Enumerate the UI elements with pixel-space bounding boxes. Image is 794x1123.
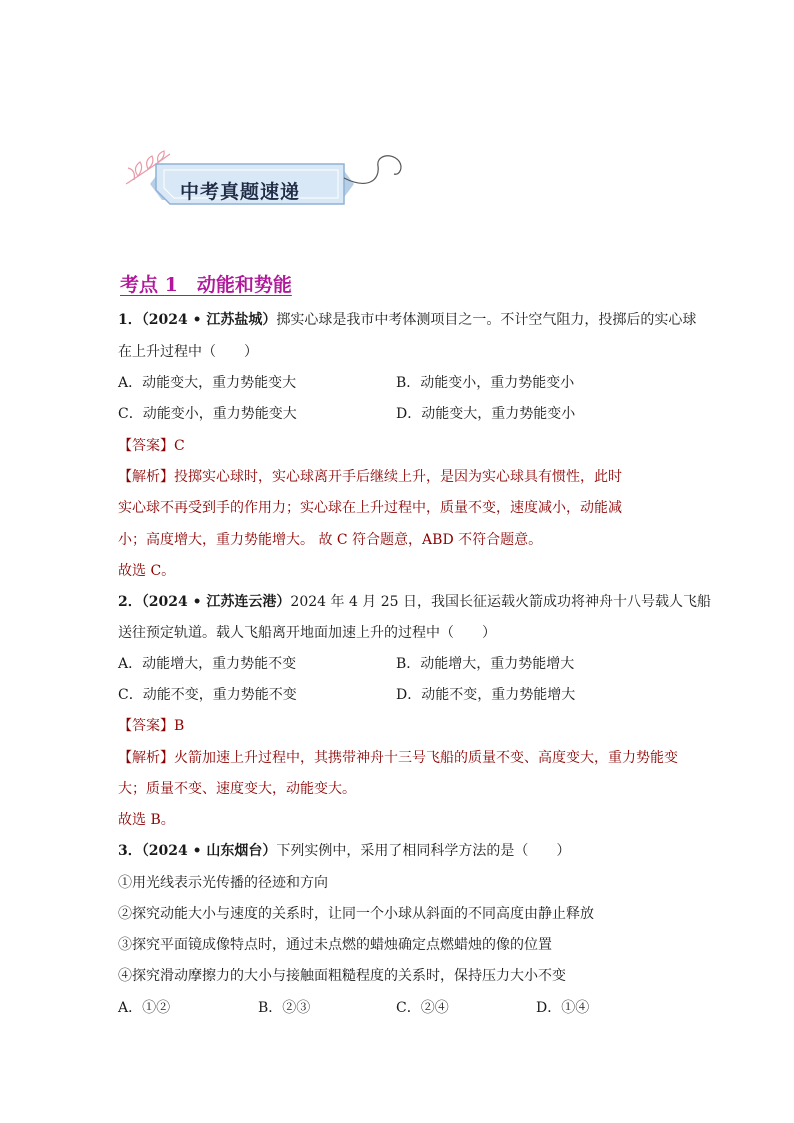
q3-stem-text: 下列实例中，采用了相同科学方法的是（ ）: [276, 843, 571, 859]
q1-number: 1．: [118, 312, 142, 328]
q2-answer-label: 【答案】: [118, 718, 174, 734]
q1-analysis-line1: [118, 467, 622, 487]
q3-number: 3．: [118, 843, 142, 859]
q1-option-c: C．动能变小，重力势能变大: [118, 406, 297, 422]
q1-stem-line2: 在上升过程中（ ）: [118, 344, 258, 360]
q2-analysis-label: 【解析】: [118, 750, 174, 766]
section-title: 考点 1 动能和势能: [120, 274, 292, 296]
q3-option-c: C．②④: [396, 1000, 449, 1016]
q2-stem-line1: [118, 592, 711, 612]
q2-stem-text1: 2024 年 4 月 25 日，我国长征运载火箭成功将神舟十八号载人飞船: [290, 594, 712, 610]
q2-analysis-line2: 大；质量不变、速度变大，动能变大。: [118, 781, 356, 797]
q3-item-1: ①用光线表示光传播的径迹和方向: [118, 875, 328, 891]
q3-stem: [118, 841, 570, 861]
q2-conclusion: 故选 B。: [118, 812, 175, 828]
q1-option-b: B．动能变小，重力势能变小: [396, 375, 575, 391]
q3-item-3: ③探究平面镜成像特点时，通过未点燃的蜡烛确定点燃蜡烛的像的位置: [118, 937, 552, 953]
q3-item-2: ②探究动能大小与速度的关系时，让同一个小球从斜面的不同高度由静止释放: [118, 906, 594, 922]
q1-analysis-line2: 实心球不再受到手的作用力；实心球在上升过程中，质量不变，速度减小，动能减: [118, 500, 622, 516]
q1-analysis-text1: 投掷实心球时，实心球离开手后继续上升，是因为实心球具有惯性，此时: [174, 469, 622, 485]
q1-answer-label: 【答案】: [118, 438, 174, 454]
q3-option-a: A．①②: [118, 1000, 171, 1016]
q2-number: 2．: [118, 594, 142, 610]
q1-analysis-label: 【解析】: [118, 469, 174, 485]
q1-answer: [118, 436, 185, 456]
q2-option-d: D．动能不变，重力势能增大: [396, 687, 576, 703]
q1-analysis-line3: 小；高度增大，重力势能增大。 故 C 符合题意，ABD 不符合题意。: [118, 532, 543, 548]
q2-answer: [118, 716, 184, 736]
q2-option-c: C．动能不变，重力势能不变: [118, 687, 297, 703]
q3-source: （2024 • 山东烟台）: [141, 843, 277, 859]
q2-source: （2024 • 江苏连云港）: [141, 594, 291, 610]
q1-conclusion: 故选 C。: [118, 563, 176, 579]
q2-analysis-line1: [118, 748, 678, 768]
q2-answer-value: B: [174, 718, 185, 734]
q2-option-b: B．动能增大，重力势能增大: [396, 656, 575, 672]
q1-answer-value: C: [174, 438, 185, 454]
q1-stem-line1: [118, 310, 696, 330]
q1-option-a: A．动能变大，重力势能变大: [118, 375, 297, 391]
section-banner: [118, 150, 408, 220]
q2-option-a: A．动能增大，重力势能不变: [118, 656, 297, 672]
q3-option-b: B．②③: [258, 1000, 311, 1016]
q1-option-d: D．动能变大，重力势能变小: [396, 406, 576, 422]
q3-item-4: ④探究滑动摩擦力的大小与接触面粗糙程度的关系时，保持压力大小不变: [118, 968, 566, 984]
q2-stem-line2: 送往预定轨道。载人飞船离开地面加速上升的过程中（ ）: [118, 625, 496, 641]
q1-source: （2024 • 江苏盐城）: [141, 312, 277, 328]
q3-option-d: D．①④: [536, 1000, 590, 1016]
q2-analysis-text1: 火箭加速上升过程中，其携带神舟十三号飞船的质量不变、高度变大，重力势能变: [174, 750, 678, 766]
banner-title: 中考真题速递: [180, 181, 301, 203]
q1-stem-text1: 掷实心球是我市中考体测项目之一。不计空气阻力，投掷后的实心球: [276, 312, 697, 328]
